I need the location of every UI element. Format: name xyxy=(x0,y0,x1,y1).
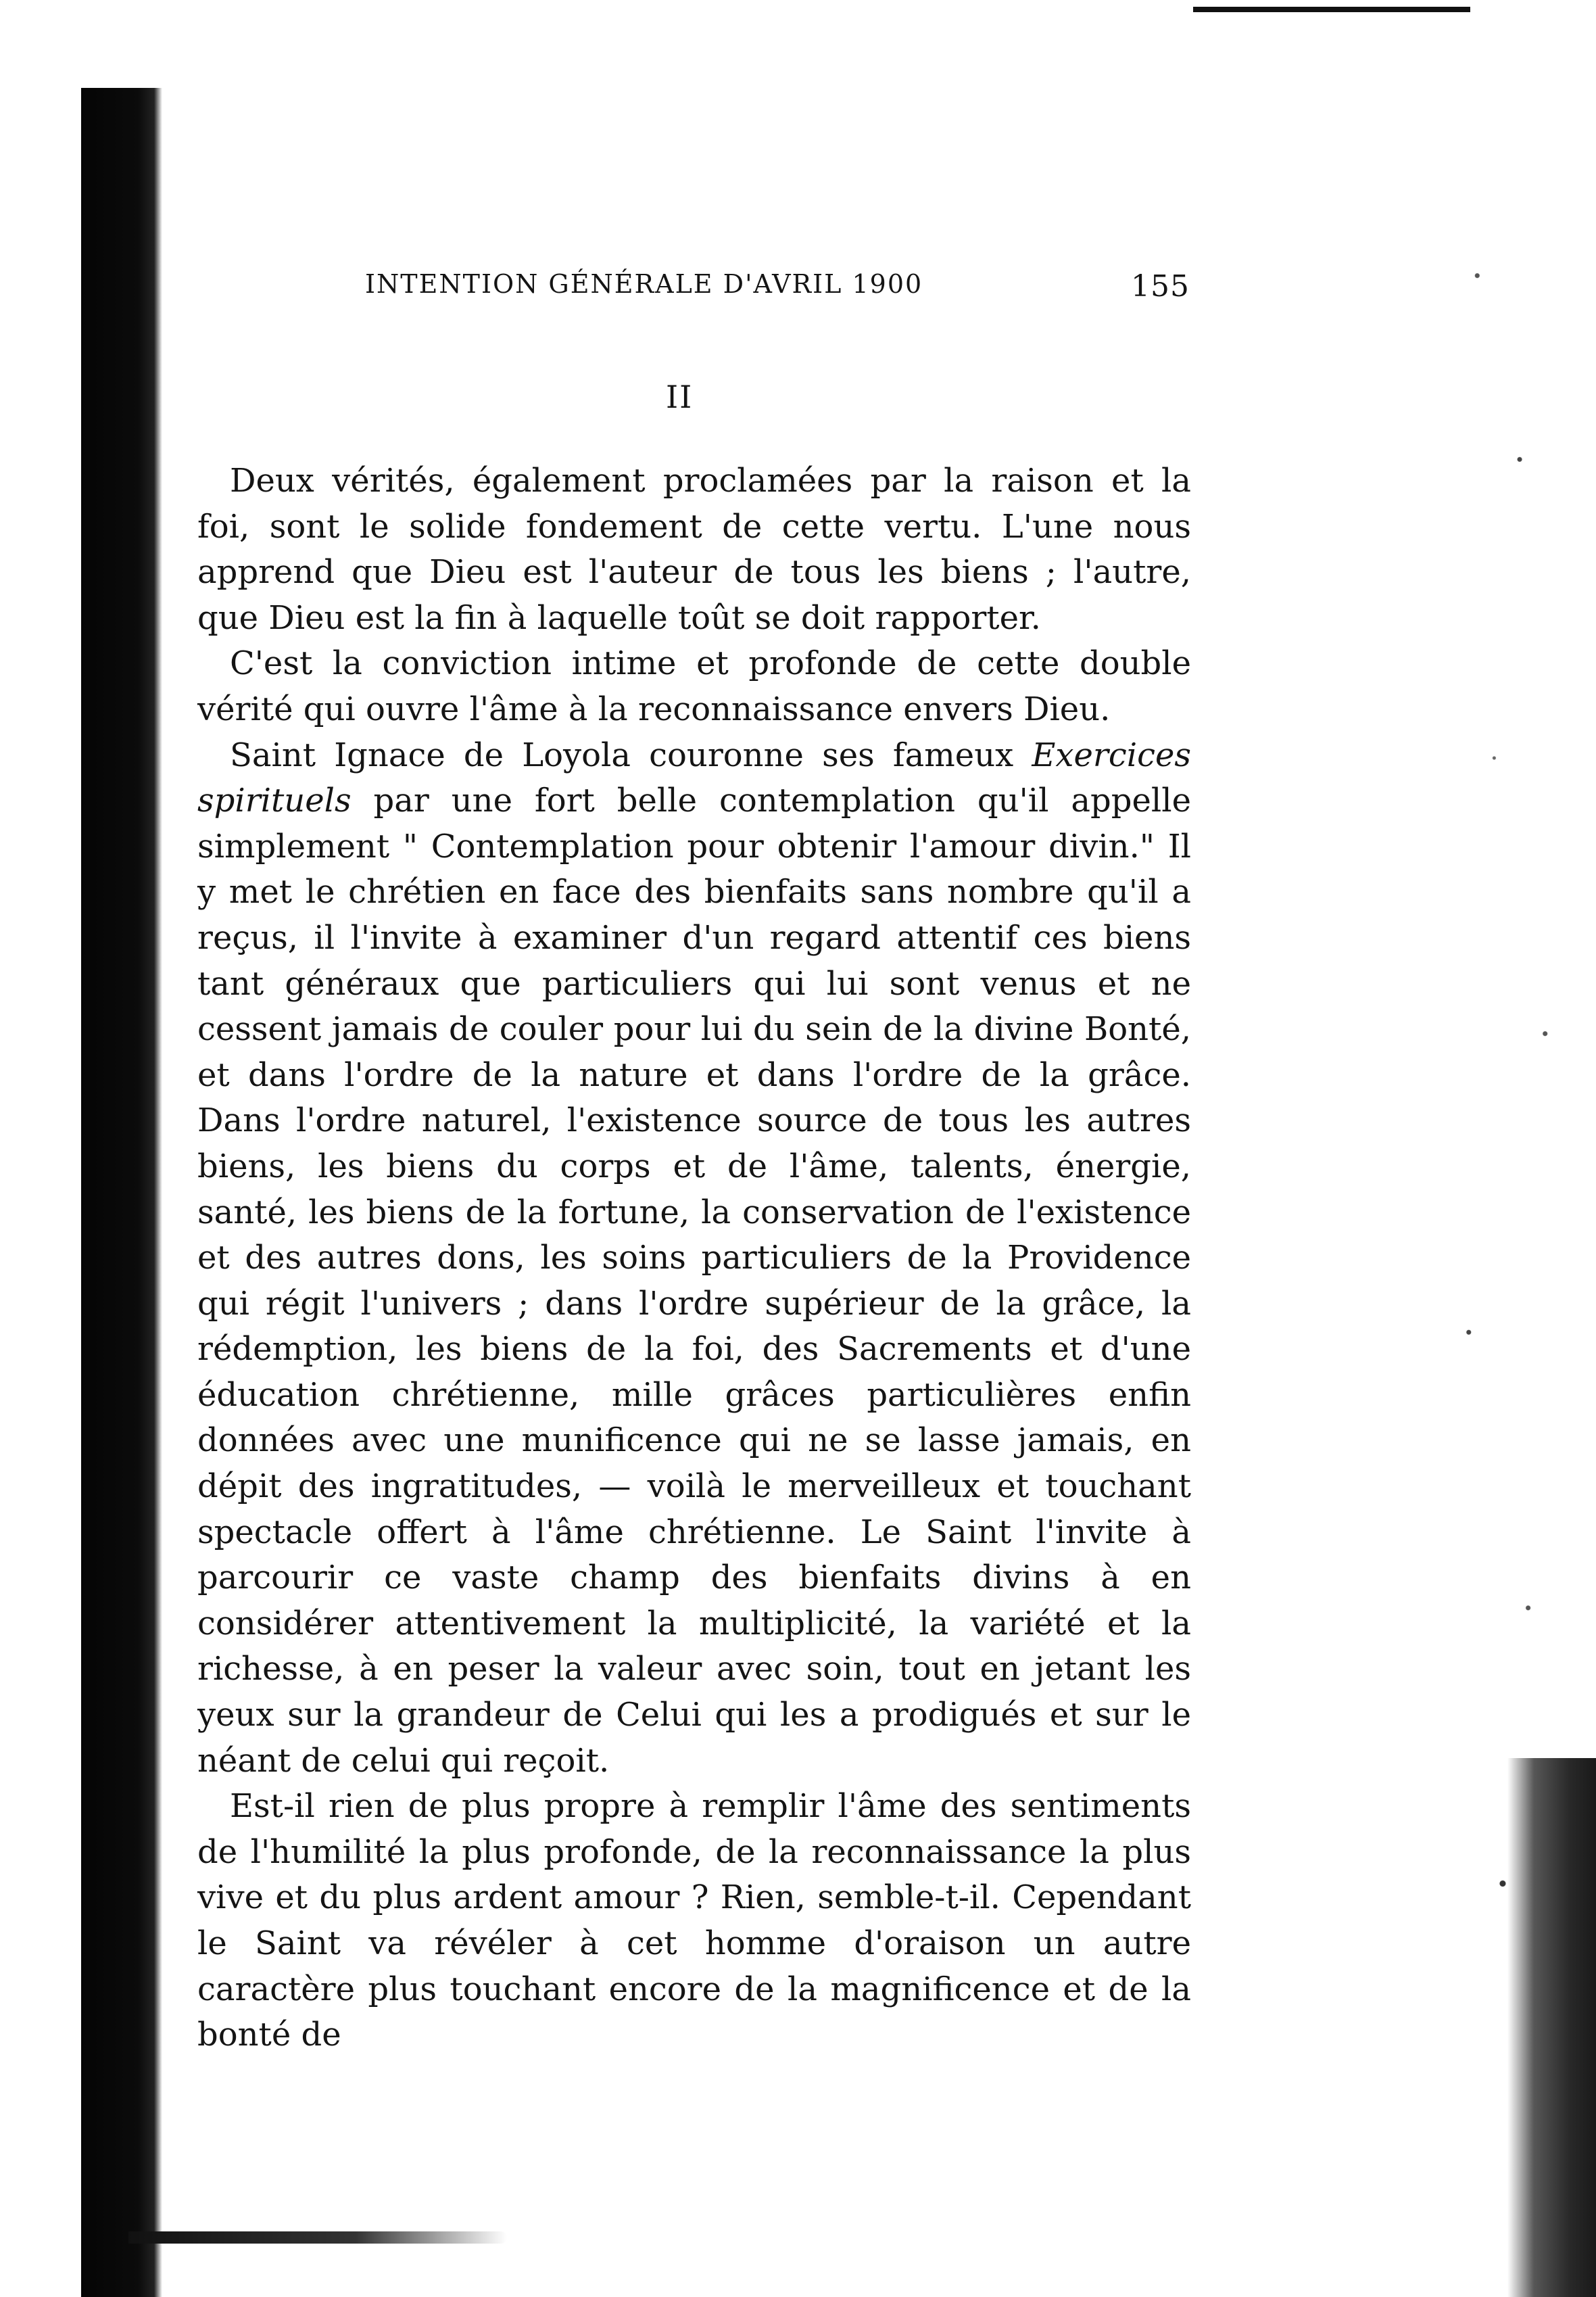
binding-shadow-foot xyxy=(128,2231,507,2244)
body-text xyxy=(197,458,1191,2058)
paragraph-2: C'est la conviction intime et profonde de cette double vérité qui ouvre l'âme à la reconnaissance envers Dieu. xyxy=(197,644,1191,728)
paragraph-3-start: Saint Ignace de Loyola couronne ses fameux xyxy=(230,736,1032,774)
paragraph-3-rest: par une fort belle contemplation qu'il appelle simplement " Contemplation pour obtenir l'amour divin." Il y met le chrétien en face des bienfaits sans nombre qu'il a reçus, il l'invite à examiner d'un regard attentif ces biens tant généraux que particuliers qui lui sont venus et ne cessent jamais de couler pour lui du sein de la divine Bonté, et dans l'ordre de la nature et dans l'ordre de la grâce. Dans l'ordre naturel, l'existence source de tous les autres biens, les biens du corps et de l'âme, talents, énergie, santé, les biens de la fortune, la conservation de l'existence et des autres dons, les soins particuliers de la Providence qui régit l'univers ; dans l'ordre supérieur de la grâce, la rédemption, les biens de la foi, des Sacrements et d'une éducation chrétienne, mille grâces particulières enfin données avec une munificence qui ne se lasse jamais, en dépit des ingratitudes, — voilà le merveilleux et touchant spectacle offert à l'âme chrétienne. Le Saint l'invite à parcourir ce vaste champ des bienfaits divins à en considérer attentivement la multiplicité, la variété et la richesse, à en peser la valeur avec soin, tout en jetant les yeux sur la grandeur de Celui qui les a prodigués et sur le néant de celui qui reçoit. xyxy=(197,782,1191,1780)
page-number: 155 xyxy=(1131,269,1190,304)
scan-shadow-right xyxy=(1507,1758,1596,2297)
book-title-italic: Exercices spirituels xyxy=(197,736,1191,820)
section-numeral: II xyxy=(666,379,694,415)
paragraph-4: Est-il rien de plus propre à remplir l'âme des sentiments de l'humilité la plus profonde, de la reconnaissance la plus vive et du plus ardent amour ? Rien, semble-t-il. Cependant le Saint va révéler à cet homme d'oraison un autre caractère plus touchant encore de la magnificence et de la bonté de xyxy=(197,1787,1191,2054)
paragraph-1: Deux vérités, également proclamées par la raison et la foi, sont le solide fondement de cette vertu. L'une nous apprend que Dieu est l'auteur de tous les biens ; l'autre, que Dieu est la fin à laquelle toût se doit rapporter. xyxy=(197,462,1191,637)
running-head xyxy=(365,269,1190,310)
binding-shadow xyxy=(81,88,162,2297)
running-title: INTENTION GÉNÉRALE D'AVRIL 1900 xyxy=(365,269,923,299)
paragraph-3 xyxy=(197,733,1191,1784)
